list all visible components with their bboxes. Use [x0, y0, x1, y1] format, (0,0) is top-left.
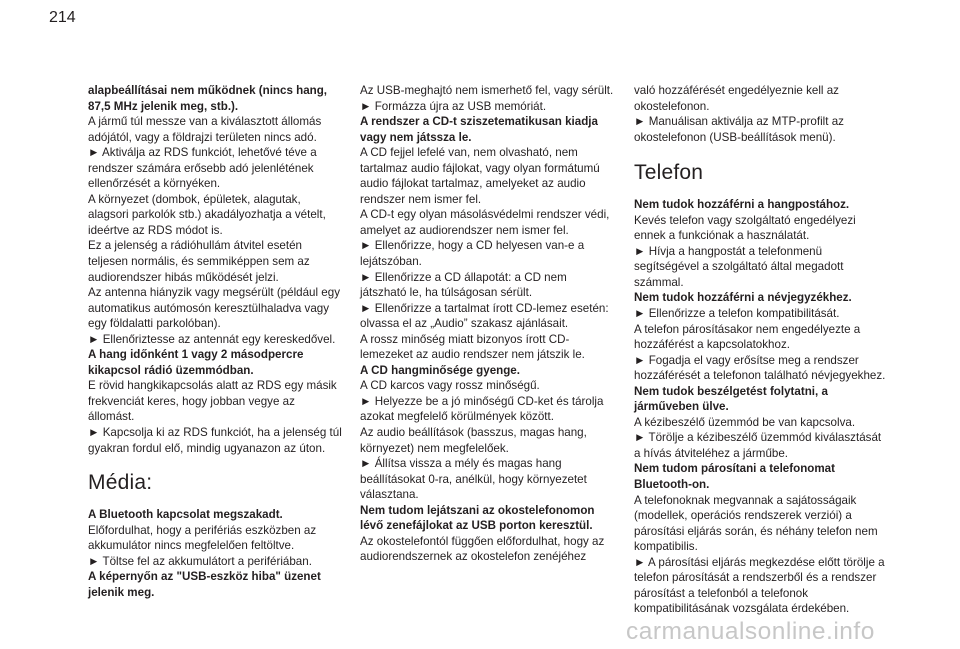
paragraph: A telefon párosításakor nem engedélyezte a hozzáférést a kapcsolatokhoz.	[634, 322, 861, 352]
paragraph: ► Aktiválja az RDS funkciót, lehetővé téve a rendszer számára erősebb adó jelenlétének ellenőrzését a környéken.	[88, 146, 317, 191]
paragraph: Az USB-meghajtó nem ismerhető fel, vagy sérült.	[360, 84, 614, 97]
paragraph: A rossz minőség miatt bizonyos írott CD-lemezeket az audio rendszer nem játszik le.	[360, 332, 585, 362]
problem-heading: alapbeállításai nem működnek (nincs hang, 87,5 MHz jelenik meg, stb.).	[88, 84, 328, 113]
paragraph: Az antenna hiányzik vagy megsérült (például egy automatikus autómosón keresztülhaladva vagy egy földalatti parkolóban).	[88, 286, 340, 331]
paragraph: ► Töltse fel az akkumulátort a perifériában.	[88, 554, 312, 568]
paragraph: ► Kapcsolja ki az RDS funkciót, ha a jelenség túl gyakran fordul elő, mindig ugyanazon az úton.	[88, 426, 342, 455]
paragraph: való hozzáférését engedélyeznie kell az okostelefonon.	[634, 84, 839, 113]
section-heading: Telefon	[634, 161, 704, 185]
paragraph: E rövid hangkikapcsolás alatt az RDS egy másik frekvenciát keres, hogy jobban vegye az állomást.	[88, 379, 337, 424]
paragraph: ► Ellenőriztesse az antennát egy kereskedővel.	[88, 332, 336, 346]
paragraph: ► Ellenőrizze, hogy a CD helyesen van-e a lejátszóban.	[360, 239, 585, 269]
problem-heading: A CD hangminősége gyenge.	[360, 363, 520, 377]
paragraph: Előfordulhat, hogy a perifériás eszközben az akkumulátor nincs megfelelően feltöltve.	[88, 523, 317, 553]
problem-heading: Nem tudok hozzáférni a névjegyzékhez.	[634, 291, 852, 305]
paragraph: A jármű túl messze van a kiválasztott állomás adójától, vagy a földrajzi területen nincs adó.	[88, 115, 322, 144]
paragraph: ► Állítsa vissza a mély és magas hang beállításokat 0-ra, anélkül, hogy környezetet választana.	[360, 457, 587, 502]
paragraph: ► Ellenőrizze a telefon kompatibilitását.	[634, 307, 840, 321]
paragraph: ► Hívja a hangpostát a telefonmenü segítségével a szolgáltató által megadott számmal.	[634, 244, 844, 289]
paragraph: Ez a jelenség a rádióhullám átvitel esetén teljesen normális, és semmiképpen sem az audiorendszer hibás működését jelzi.	[88, 239, 310, 284]
watermark: carmanualsonline.info	[626, 618, 875, 645]
paragraph: ► Fogadja el vagy erősítse meg a rendszer hozzáférését a telefonon található névjegyekhez.	[634, 353, 886, 383]
paragraph: A CD fejjel lefelé van, nem olvasható, nem tartalmaz audio fájlokat, vagy olyan formátumú audio fájlokat tartalmaz, amelyeket az audio rendszer nem ismer fel.	[360, 146, 600, 206]
paragraph: ► Manuálisan aktiválja az MTP-profilt az okostelefonon (USB-beállítások menü).	[634, 115, 844, 144]
problem-heading: Nem tudom lejátszani az okostelefonomon lévő zenefájlokat az USB porton keresztül.	[360, 503, 595, 533]
problem-heading: Nem tudok hozzáférni a hangpostához.	[634, 198, 850, 212]
problem-heading: Nem tudom párosítani a telefonomat Bluetooth-on.	[634, 462, 835, 492]
text-column-1	[88, 83, 344, 600]
text-column-3	[634, 83, 890, 617]
paragraph: ► Helyezze be a jó minőségű CD-ket és tárolja azokat megfelelő körülmények között.	[360, 394, 604, 424]
paragraph: ► Ellenőrizze a tartalmat írott CD-lemez esetén: olvassa el az „Audio” szakasz ajánlásait.	[360, 301, 609, 331]
problem-heading: A Bluetooth kapcsolat megszakadt.	[88, 508, 283, 522]
problem-heading: A rendszer a CD-t sziszetematikusan kiadja vagy nem játssza le.	[360, 115, 598, 144]
paragraph: ► Ellenőrizze a CD állapotát: a CD nem játszható le, ha túlságosan sérült.	[360, 270, 567, 300]
paragraph: Az audio beállítások (basszus, magas hang, környezet) nem megfelelőek.	[360, 426, 587, 455]
paragraph: ► A párosítási eljárás megkezdése előtt törölje a telefon párosítását a rendszerből és a rendszer párosítást a telefonból a telefonok kompatibilitásának vozsgálata érdekében.	[634, 555, 885, 616]
paragraph: ► Törölje a kézibeszélő üzemmód kiválasztását a hívás átviteléhez a járműbe.	[634, 431, 882, 460]
problem-heading: A hang időnként 1 vagy 2 másodpercre kikapcsol rádió üzemmódban.	[88, 348, 304, 377]
problem-heading: Nem tudok beszélgetést folytatni, a járműveben ülve.	[634, 384, 828, 414]
section-heading: Média:	[88, 471, 153, 495]
paragraph: ► Formázza újra az USB memóriát.	[360, 99, 547, 113]
paragraph: A CD karcos vagy rossz minőségű.	[360, 379, 540, 393]
paragraph: A kézibeszélő üzemmód be van kapcsolva.	[634, 415, 856, 429]
page-number: 214	[49, 9, 76, 26]
text-column-2	[360, 83, 616, 565]
paragraph: Az okostelefontól függően előfordulhat, hogy az audiorendszernek az okostelefon zenéjéhez	[360, 534, 605, 564]
problem-heading: A képernyőn az "USB-eszköz hiba" üzenet jelenik meg.	[88, 570, 321, 599]
paragraph: A telefonoknak megvannak a sajátosságaik (modellek, operációs rendszerek verziói) a párosítási eljárás során, és néhány telefon nem kompatibilis.	[634, 493, 878, 554]
paragraph: Kevés telefon vagy szolgáltató engedélyezi ennek a funkciónak a használatát.	[634, 213, 856, 243]
paragraph: A CD-t egy olyan másolásvédelmi rendszer védi, amelyet az audiorendszer nem ismer fel.	[360, 208, 610, 237]
paragraph: A környezet (dombok, épületek, alagutak, alagsori parkolók stb.) akadályozhatja a vételt, ideértve az RDS módot is.	[88, 192, 326, 237]
